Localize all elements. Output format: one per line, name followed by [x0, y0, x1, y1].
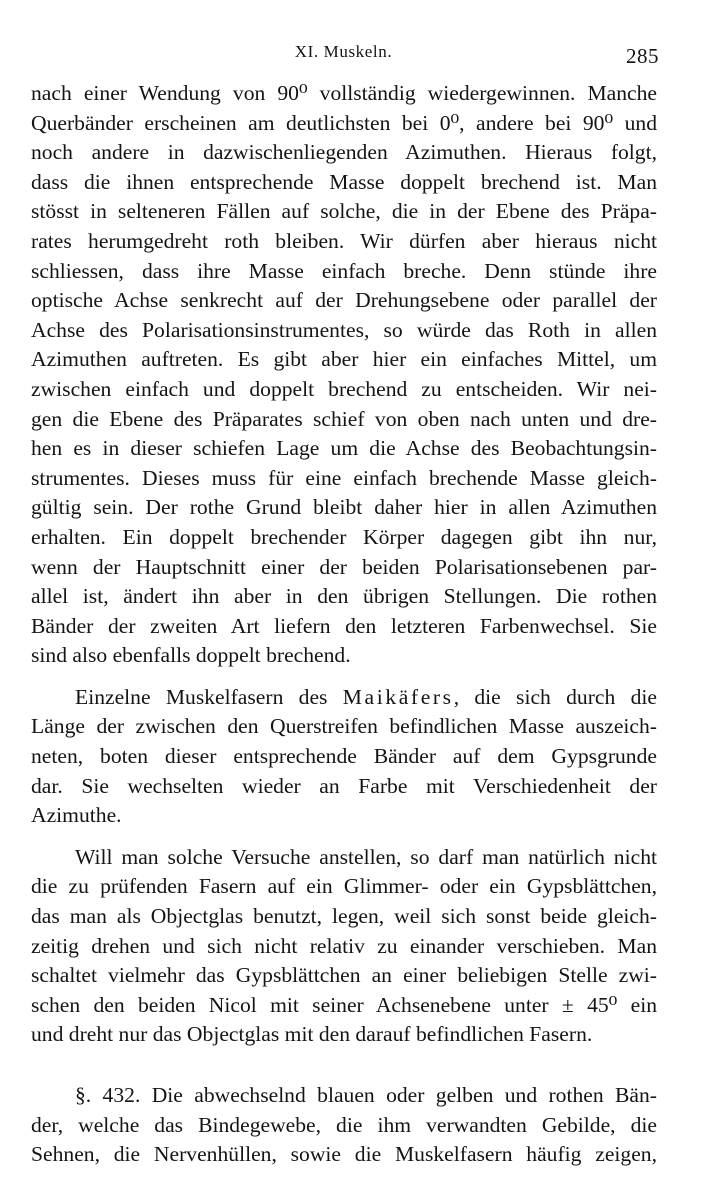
text-line: sind also ebenfalls doppelt brechend. — [31, 643, 351, 668]
text-line: dar. Sie wechselten wieder an Farbe mit Verschiedenheit der — [31, 773, 657, 798]
text-line: Sehnen, die Nervenhüllen, sowie die Muskelfasern häufig zeigen, — [31, 1142, 657, 1167]
text-line: Azimuthen auftreten. Es gibt aber hier ein einfaches Mittel, um — [31, 347, 657, 372]
text-line: noch andere in dazwischenliegenden Azimuthen. Hieraus folgt, — [31, 140, 657, 165]
text-line: schen den beiden Nicol mit seiner Achsenebene unter ± 45⁰ ein — [31, 992, 657, 1017]
text-line: Länge der zwischen den Querstreifen befindlichen Masse auszeich- — [31, 714, 657, 739]
section-432 — [31, 1081, 657, 1170]
text-line: gen die Ebene des Präparates schief von oben nach unten und dre- — [31, 406, 657, 431]
text-run: , die sich durch die — [453, 684, 657, 709]
text-line: stösst in selteneren Fällen auf solche, die in der Ebene des Präpa- — [31, 199, 657, 224]
text-run: Einzelne Muskelfasern des — [75, 684, 343, 709]
text-line: optische Achse senkrecht auf der Drehungsebene oder parallel der — [31, 288, 657, 313]
body-text — [31, 79, 657, 1170]
text-line: erhalten. Ein doppelt brechender Körper dagegen gibt ihn nur, — [31, 524, 657, 549]
section-gap — [31, 1050, 657, 1081]
text-line: schliessen, dass ihre Masse einfach breche. Denn stünde ihre — [31, 258, 657, 283]
page-number: 285 — [626, 44, 659, 68]
text-line: hen es in dieser schiefen Lage um die Achse des Beobachtungsin- — [31, 436, 657, 461]
page-header — [26, 38, 661, 72]
text-line: §. 432. Die abwechselnd blauen oder gelben und rothen Bän- — [75, 1083, 657, 1107]
text-line: neten, boten dieser entsprechende Bänder auf dem Gypsgrunde — [31, 744, 657, 769]
text-line: zwischen einfach und doppelt brechend zu entscheiden. Wir nei- — [31, 376, 657, 401]
paragraph-versuche — [31, 843, 657, 1050]
text-line: Querbänder erscheinen am deutlichsten bei 0⁰, andere bei 90⁰ und — [31, 110, 657, 135]
text-line: Bänder der zweiten Art liefern den letzteren Farbenwechsel. Sie — [31, 613, 657, 638]
text-line: nach einer Wendung von 90⁰ vollständig wiedergewinnen. Manche — [31, 81, 657, 105]
paragraph-maikaefer — [31, 683, 657, 831]
text-line: das man als Objectglas benutzt, legen, weil sich sonst beide gleich- — [31, 904, 657, 929]
text-line: Azimuthe. — [31, 803, 122, 828]
text-line: die zu prüfenden Fasern auf ein Glimmer- oder ein Gypsblättchen, — [31, 874, 657, 899]
text-line: dass die ihnen entsprechende Masse doppelt brechend ist. Man — [31, 169, 657, 194]
text-line: der, welche das Bindegewebe, die ihm verwandten Gebilde, die — [31, 1112, 657, 1137]
paragraph-gap — [31, 671, 657, 683]
text-line: strumentes. Dieses muss für eine einfach brechende Masse gleich- — [31, 465, 657, 490]
text-line: wenn der Hauptschnitt einer der beiden Polarisationsebenen par- — [31, 554, 657, 579]
text-line: Achse des Polarisationsinstrumentes, so würde das Roth in allen — [31, 317, 657, 342]
text-line — [31, 683, 657, 713]
text-line: schaltet vielmehr das Gypsblättchen an einer beliebigen Stelle zwi- — [31, 963, 657, 988]
running-head: XI. Muskeln. — [294, 42, 393, 61]
paragraph-continuation — [31, 79, 657, 671]
text-line: und dreht nur das Objectglas mit den darauf befindlichen Fasern. — [31, 1022, 593, 1047]
text-line: zeitig drehen und sich nicht relativ zu einander verschieben. Man — [31, 933, 657, 958]
text-line: allel ist, ändert ihn aber in den übrigen Stellungen. Die rothen — [31, 584, 657, 609]
text-line: Will man solche Versuche anstellen, so darf man natürlich nicht — [75, 844, 657, 869]
paragraph-gap — [31, 831, 657, 843]
emphasized-term: Maikäfers — [342, 684, 454, 709]
text-line: gültig sein. Der rothe Grund bleibt daher hier in allen Azimuthen — [31, 495, 657, 520]
text-line: rates herumgedreht roth bleiben. Wir dürfen aber hieraus nicht — [31, 228, 657, 253]
